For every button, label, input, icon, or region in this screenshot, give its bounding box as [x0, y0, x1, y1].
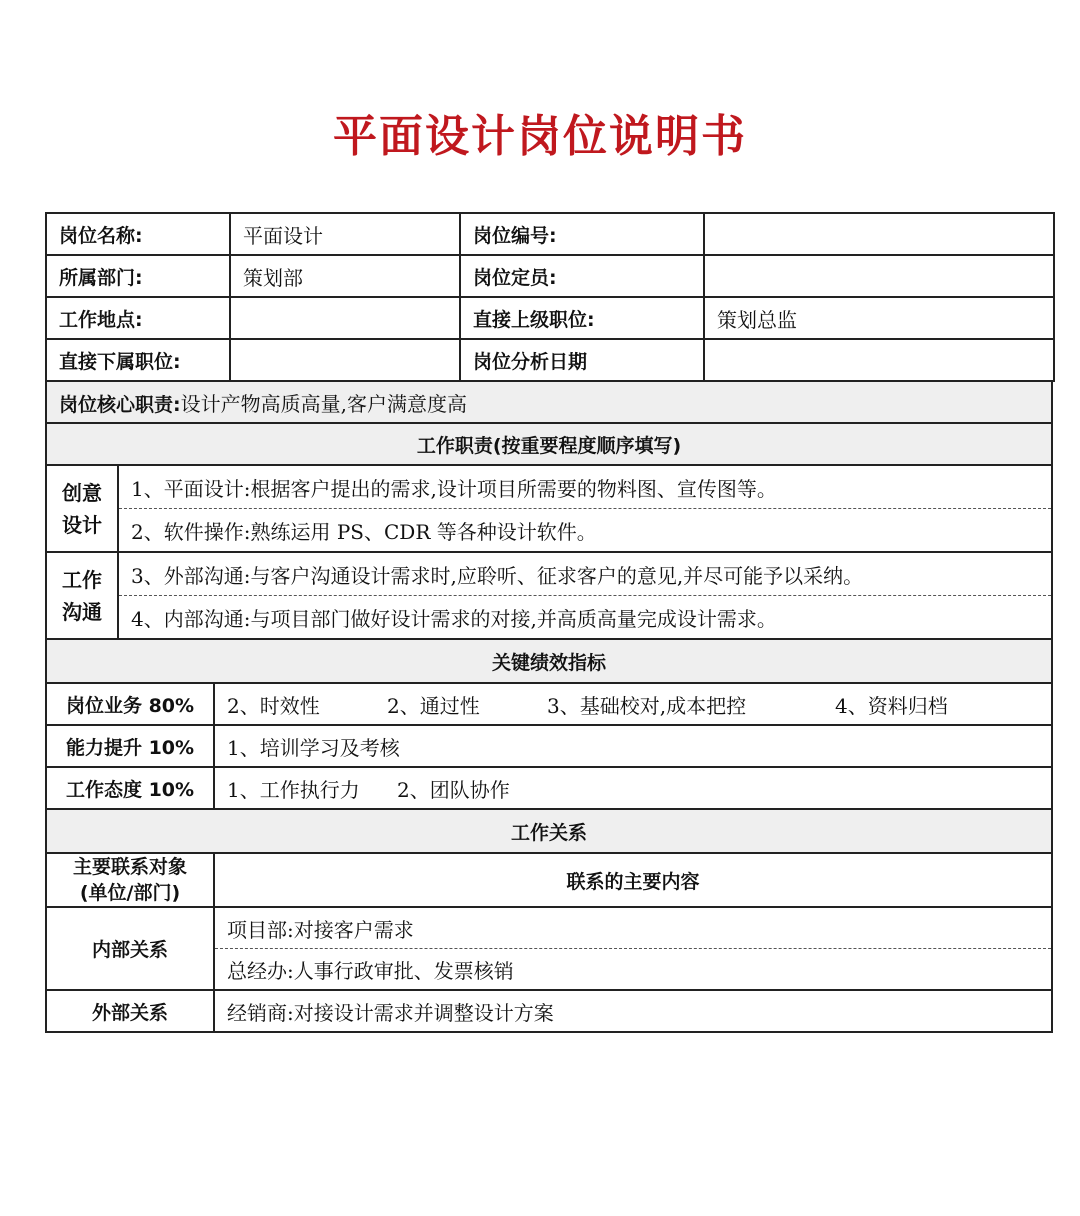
relations-col2-header: 联系的主要内容: [214, 853, 1052, 907]
position-code-label: 岗位编号:: [460, 213, 704, 255]
kpi-table: [45, 638, 1053, 810]
analysis-date-value: [704, 339, 1054, 381]
superior-label: 直接上级职位:: [460, 297, 704, 339]
kpi-item: 1、培训学习及考核: [227, 735, 400, 760]
relations-col1-header: 主要联系对象 (单位/部门): [46, 853, 214, 907]
internal-relations-label: 内部关系: [46, 907, 214, 990]
kpi-item: 2、通过性: [387, 693, 480, 718]
kpi-header: 关键绩效指标: [46, 639, 1052, 683]
work-place-value: [230, 297, 460, 339]
duty-group-name: 创意 设计: [46, 465, 118, 552]
kpi-label: 能力提升 10%: [46, 725, 214, 767]
superior-value: 策划总监: [704, 297, 1054, 339]
core-duty-row: [46, 381, 1052, 423]
duties-header: 工作职责(按重要程度顺序填写): [46, 423, 1052, 465]
duty-item: 1、平面设计:根据客户提出的需求,设计项目所需要的物料图、宣传图等。: [118, 465, 1052, 509]
external-relations-label: 外部关系: [46, 990, 214, 1032]
duty-item: 3、外部沟通:与客户沟通设计需求时,应聆听、征求客户的意见,并尽可能予以采纳。: [118, 552, 1052, 596]
position-code-value: [704, 213, 1054, 255]
headcount-value: [704, 255, 1054, 297]
position-name-label: 岗位名称:: [46, 213, 230, 255]
kpi-item: 2、时效性: [227, 693, 320, 718]
subordinate-label: 直接下属职位:: [46, 339, 230, 381]
department-value: 策划部: [230, 255, 460, 297]
job-description-table: [45, 212, 1053, 1033]
kpi-item: 1、工作执行力: [227, 777, 360, 802]
duty-group-name: 工作 沟通: [46, 552, 118, 639]
kpi-label: 岗位业务 80%: [46, 683, 214, 725]
basic-info-table: [45, 212, 1055, 382]
position-name-value: 平面设计: [230, 213, 460, 255]
kpi-items: [214, 725, 1052, 767]
core-duty-label: 岗位核心职责:: [59, 393, 181, 416]
work-place-label: 工作地点:: [46, 297, 230, 339]
relation-item: 经销商:对接设计需求并调整设计方案: [214, 990, 1052, 1032]
subordinate-value: [230, 339, 460, 381]
kpi-items: [214, 683, 1052, 725]
analysis-date-label: 岗位分析日期: [460, 339, 704, 381]
kpi-item: 4、资料归档: [835, 693, 948, 718]
relation-item: 总经办:人事行政审批、发票核销: [214, 949, 1052, 991]
duties-table: [45, 380, 1053, 640]
kpi-items: [214, 767, 1052, 809]
core-duty-value: 设计产物高质高量,客户满意度高: [180, 391, 467, 416]
duty-item: 2、软件操作:熟练运用 PS、CDR 等各种设计软件。: [118, 509, 1052, 553]
kpi-label: 工作态度 10%: [46, 767, 214, 809]
page-title: 平面设计岗位说明书: [333, 111, 747, 162]
duty-item: 4、内部沟通:与项目部门做好设计需求的对接,并高质高量完成设计需求。: [118, 596, 1052, 640]
department-label: 所属部门:: [46, 255, 230, 297]
kpi-item: 3、基础校对,成本把控: [547, 693, 747, 718]
relations-table: [45, 808, 1053, 1033]
relation-item: 项目部:对接客户需求: [214, 907, 1052, 949]
relations-header: 工作关系: [46, 809, 1052, 853]
headcount-label: 岗位定员:: [460, 255, 704, 297]
kpi-item: 2、团队协作: [397, 777, 510, 802]
